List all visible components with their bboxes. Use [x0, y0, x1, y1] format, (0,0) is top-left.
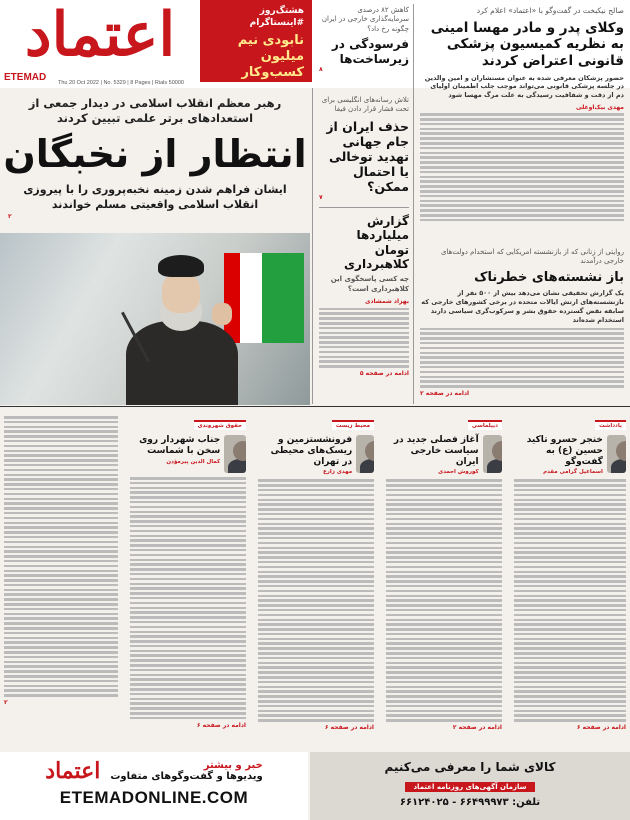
mid-column[interactable] — [315, 90, 413, 408]
story-lead: یک گزارش تحقیقی نشان می‌دهد بیش از ۵۰۰ نفر از بازنشسته‌های ارتش ایالات متحده در برخی کشورهای خارجی که سابقه نقض گسترده حقوق بشر و سرکوب‌گری سیاسی دارند استخدام شده‌اند — [421, 289, 624, 324]
column-headline: خنجر حسرو تاکید حسین (ع) به گفت‌وگو — [526, 435, 603, 467]
column-byline: اسماعیل گرامی مقدم — [543, 469, 603, 476]
page-ref: ۷ — [319, 193, 323, 201]
dateline: Thu 20 Oct 2022 | No. 5329 | 8 Pages | Rials 50000 — [58, 80, 184, 86]
continue-link[interactable]: ادامه در صفحه ۶ — [196, 721, 246, 729]
main-kicker: رهبر معظم انقلاب اسلامی در دیدار جمعی از استعدادهای برتر علمی تبیین کردند — [28, 96, 282, 125]
section-tag: یادداشت — [595, 420, 626, 430]
advertising-ad[interactable] — [310, 752, 630, 820]
page-ref: ۸ — [319, 66, 323, 74]
section-divider — [0, 406, 630, 407]
author-portrait — [356, 435, 374, 473]
page-ref: ۲ — [8, 213, 12, 221]
story2-sub: چه کسی پاسخگوی این کلاهبرداری است؟ — [330, 275, 409, 293]
ad-line-2: ویدیوها و گفت‌وگوهای متفاوت — [110, 771, 263, 782]
story-lead: حضور پزشکان معرفی شده به عنوان مستشاران و امین والدین در جلسه پزشکی قانونی می‌تواند موجب جلب اطمینان اولیای دم از دقت و شفافیت رسیدگی به علت مرگ مهسا شود — [424, 73, 624, 100]
ad-phone: تلفن: ۶۶۴۹۹۹۷۳ - ۶۶۱۲۴۰۲۵ — [399, 797, 541, 808]
body-text-lines — [319, 308, 409, 368]
bottom-column-3[interactable] — [254, 410, 378, 754]
story-kicker: صالح نیکبخت در گفت‌وگو با «اعتماد» اعلام کرد — [476, 6, 624, 15]
column-headline: فرونشستزمین و ریسک‌های محیطی در تهران — [270, 435, 353, 467]
ad-url[interactable]: ETEMADONLINE.COM — [59, 788, 249, 807]
author-portrait — [224, 435, 246, 473]
story-headline: فرسودگی در زیرساخت‌ها — [331, 37, 409, 66]
story-headline: حذف ایران از جام جهانی تهدید توخالی یا احتمال ممکن؟ — [326, 118, 409, 194]
section-tag: حقوق شهروندی — [194, 420, 246, 430]
column-headline: آغاز فصلی جدید در سیاست خارجی ایران — [393, 435, 479, 467]
column-byline: کمال الدین پیرمؤذن — [166, 458, 221, 465]
opinion-section — [0, 410, 630, 754]
ad-org: سازمان آگهی‌های روزنامه اعتماد — [405, 782, 534, 792]
leader-photo[interactable] — [0, 233, 310, 405]
top-right-story[interactable] — [416, 4, 628, 244]
page-ref: ۲ — [4, 699, 8, 707]
bottom-column-5[interactable] — [0, 410, 122, 754]
continue-link[interactable]: ادامه در صفحه ۵ — [359, 369, 409, 377]
story-kicker: تلاش رسانه‌های انگلیسی برای تحت فشار قرار دادن فیفا — [321, 96, 409, 114]
promo-headline: نابودی نیم میلیون کسب‌وکار — [237, 33, 304, 80]
continue-link[interactable]: ادامه در صفحه ۶ — [324, 724, 374, 732]
column-byline: کوروش احمدی — [438, 469, 479, 476]
logo-en: ETEMAD — [4, 72, 47, 83]
ad-line-1: خبر و بیشتر — [203, 760, 263, 771]
story-headline: باز نشسته‌های خطرناک — [474, 269, 624, 285]
main-headline: انتظار از نخبگان — [3, 131, 307, 176]
column-headline: جناب شهردار روی سخن با شماست — [139, 435, 221, 456]
story-headline: وکلای پدر و مادر مهسا امینی به نظریه کمیسیون پزشکی قانونی اعتراض کردند — [430, 20, 624, 69]
bottom-column-4[interactable] — [126, 410, 250, 754]
section-tag: محیط زیست — [332, 420, 374, 430]
column-byline: مهدی زارع — [323, 469, 353, 476]
continue-link[interactable]: ادامه در صفحه ۲ — [420, 389, 470, 397]
flag-stripe-green — [262, 253, 304, 343]
newspaper-logo[interactable] — [0, 0, 200, 70]
story-byline: مهدی بیک‌اوغلی — [576, 103, 624, 111]
instagram-kicker: #اینستاگرام — [249, 17, 304, 28]
column-divider — [413, 4, 414, 404]
top-mid-story[interactable] — [315, 4, 413, 84]
continue-link[interactable]: ادامه در صفحه ۶ — [576, 724, 626, 732]
story-kicker: کاهش ۸۲ درصدی سرمایه‌گذاری خارجی در ایران چگونه رخ داد؟ — [321, 6, 409, 33]
main-subheadline: ایشان فراهم شدن زمینه نخبه‌پروری را با پیروزی انقلاب اسلامی واقعیتی مسلم خواندند — [23, 183, 287, 212]
column-divider — [312, 88, 313, 404]
bottom-column-2[interactable] — [382, 410, 506, 754]
ad-headline: کالای شما را معرفی می‌کنیم — [384, 760, 556, 774]
logo-text: اعتماد — [24, 0, 176, 70]
body-text-lines — [386, 479, 502, 721]
story-kicker: روایتی از زنانی که از بازنشسته امریکایی که استخدام دولت‌های خارجی درآمدند — [441, 248, 624, 266]
story2-headline: گزارش میلیاردها تومان کلاهبرداری — [344, 213, 409, 272]
body-text-lines — [420, 113, 624, 221]
divider — [319, 207, 409, 208]
section-tag: دیپلماسی — [468, 420, 502, 430]
continue-link[interactable]: ادامه در صفحه ۲ — [452, 724, 502, 732]
story-byline: بهزاد شمشادی — [364, 298, 409, 306]
hashtag-kicker: هشتگ‌روز — [259, 6, 304, 16]
body-text-lines — [130, 477, 246, 719]
author-portrait — [483, 435, 502, 473]
flag-stripe-white — [240, 253, 262, 343]
speaker-figure — [118, 251, 238, 405]
body-text-lines — [258, 479, 374, 721]
author-portrait — [607, 435, 626, 473]
right-lower-story[interactable] — [416, 246, 628, 406]
body-text-lines — [4, 416, 118, 697]
red-promo-box[interactable] — [200, 0, 312, 82]
bottom-column-1[interactable] — [510, 410, 630, 754]
ad-logo: اعتماد — [45, 758, 101, 784]
body-text-lines — [420, 328, 624, 388]
body-text-lines — [514, 479, 626, 721]
online-ad[interactable] — [0, 752, 308, 820]
